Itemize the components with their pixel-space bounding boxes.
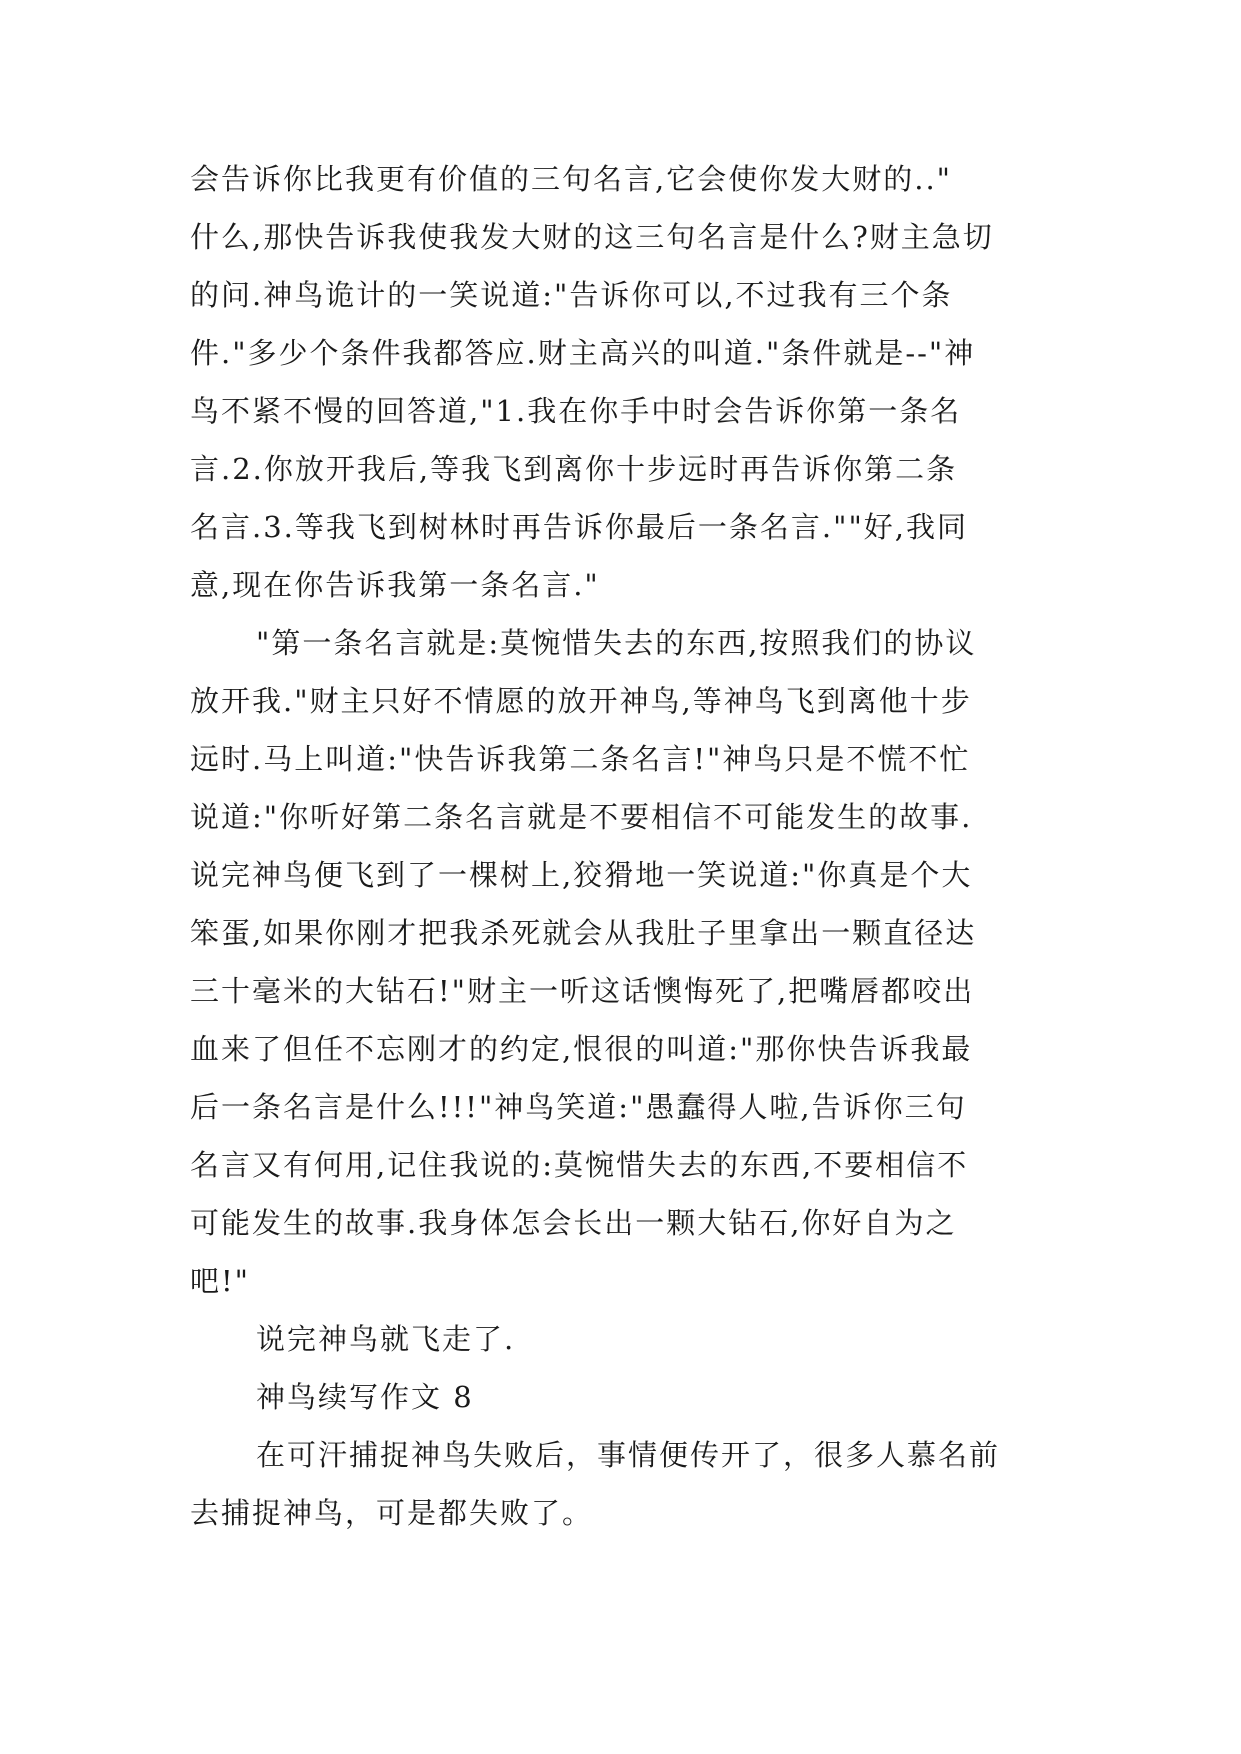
section-heading: 神鸟续写作文 8 (256, 1380, 474, 1414)
text-line: 血来了但任不忘刚才的约定,恨很的叫道:"那你快告诉我最 (190, 1032, 973, 1066)
text-line: 可能发生的故事.我身体怎会长出一颗大钻石,你好自为之 (190, 1206, 957, 1240)
text-line: 名言又有何用,记住我说的:莫惋惜失去的东西,不要相信不 (190, 1148, 969, 1182)
text-line: 说完神鸟就飞走了. (256, 1322, 516, 1356)
text-line: 说道:"你听好第二条名言就是不要相信不可能发生的故事. (190, 800, 973, 834)
text-line: 放开我."财主只好不情愿的放开神鸟,等神鸟飞到离他十步 (190, 684, 972, 718)
text-line: 吧!" (190, 1264, 250, 1298)
text-line: 笨蛋,如果你刚才把我杀死就会从我肚子里拿出一颗直径达 (190, 916, 977, 950)
text-line: 后一条名言是什么!!!"神鸟笑道:"愚蠢得人啦,告诉你三句 (190, 1090, 967, 1124)
text-line: 在可汗捕捉神鸟失败后，事情便传开了，很多人慕名前 (256, 1438, 1001, 1472)
text-line: 名言.3.等我飞到树林时再告诉你最后一条名言.""好,我同 (190, 510, 969, 544)
text-line: 去捕捉神鸟，可是都失败了。 (190, 1496, 594, 1530)
text-line: 会告诉你比我更有价值的三句名言,它会使你发大财的.." (190, 162, 952, 196)
text-line: 三十毫米的大钻石!"财主一听这话懊悔死了,把嘴唇都咬出 (190, 974, 975, 1008)
document-body (190, 150, 1050, 1542)
text-line: 鸟不紧不慢的回答道,"1.我在你手中时会告诉你第一条名 (190, 394, 962, 428)
text-line: 什么,那快告诉我使我发大财的这三句名言是什么?财主急切 (190, 220, 994, 254)
text-line: 意,现在你告诉我第一条名言." (190, 568, 600, 602)
text-line: 远时.马上叫道:"快告诉我第二条名言!"神鸟只是不慌不忙 (190, 742, 971, 776)
text-line: 的问.神鸟诡计的一笑说道:"告诉你可以,不过我有三个条 (190, 278, 953, 312)
text-line: "第一条名言就是:莫惋惜失去的东西,按照我们的协议 (256, 626, 977, 660)
text-line: 件."多少个条件我都答应.财主高兴的叫道."条件就是--"神 (190, 336, 976, 370)
text-line: 说完神鸟便飞到了一棵树上,狡猾地一笑说道:"你真是个大 (190, 858, 973, 892)
text-line: 言.2.你放开我后,等我飞到离你十步远时再告诉你第二条 (190, 452, 958, 486)
